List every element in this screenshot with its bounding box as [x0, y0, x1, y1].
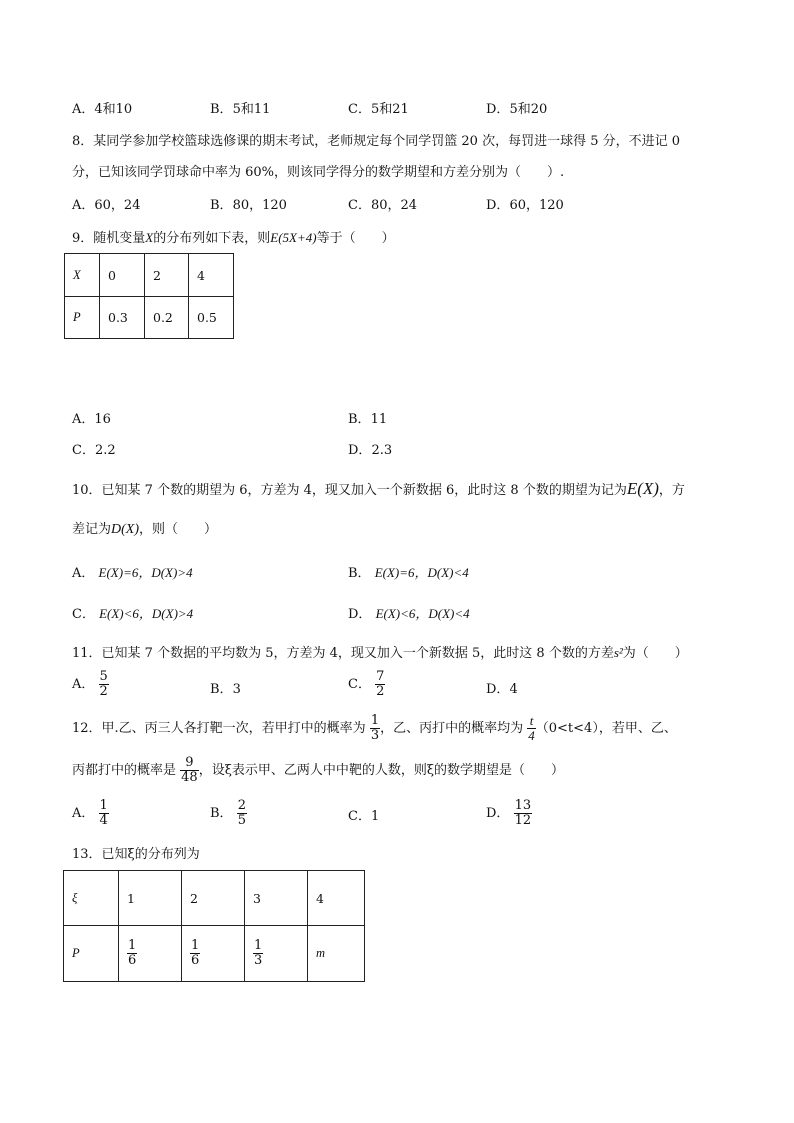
q7-option-d: D．5和20 — [486, 102, 548, 117]
q10-option-b: B． E(X)=6，D(X)<4 — [348, 565, 469, 581]
q13-table-header-p: P — [64, 926, 119, 982]
q8-stem-line1: 8．某同学参加学校篮球选修课的期末考试，老师规定每个同学罚篮 20 次，每罚进一球得 5 分，不进记 0 — [72, 134, 681, 149]
q10-option-a: A． E(X)=6，D(X)>4 — [72, 565, 193, 581]
q9-table-cell: 0.5 — [189, 297, 234, 339]
q10-stem-line2: 差记为D(X)，则（ ） — [72, 522, 218, 537]
q13-table-cell: 4 — [308, 871, 365, 926]
q8-option-b: B．80，120 — [210, 198, 287, 213]
q10-stem-line1: 10．已知某 7 个数的期望为 6，方差为 4，现又加入一个新数据 6，此时这 8 个数的期望为记为E(X)，方 — [72, 479, 685, 498]
q13-table-cell: 3 — [245, 871, 308, 926]
q7-option-b: B．5和11 — [210, 102, 271, 117]
q9-table-cell: 4 — [189, 254, 234, 297]
q8-option-a: A．60，24 — [72, 198, 141, 213]
q11-option-b: B．3 — [210, 682, 241, 697]
q9-table-header-p: P — [65, 297, 100, 339]
fraction: $\frac{1}{3}$ — [370, 713, 380, 743]
q11-stem: 11．已知某 7 个数据的平均数为 5，方差为 4，现又加入一个新数据 5，此时这 8 个数的方差s²为（ ） — [72, 645, 688, 661]
q8-option-c: C．80，24 — [348, 198, 418, 213]
q7-option-c: C．5和21 — [348, 102, 409, 117]
q9-table-cell: 0.3 — [100, 297, 145, 339]
q12-option-b: B． $\frac{2}{5}$ — [210, 798, 246, 828]
q8-option-d: D．60，120 — [486, 198, 564, 213]
q13-stem: 13．已知ξ的分布列为 — [72, 847, 200, 862]
fraction: $\frac{13}{12}$ — [514, 798, 532, 828]
q9-distribution-table — [64, 253, 234, 339]
q10-option-c: C． E(X)<6，D(X)>4 — [72, 606, 194, 622]
fraction: $\frac{1}{4}$ — [99, 798, 108, 828]
q7-option-a: A．4和10 — [72, 102, 133, 117]
q9-table-header-x: X — [65, 254, 100, 297]
q9-stem: 9．随机变量X的分布列如下表，则E(5X+4)等于（ ） — [72, 230, 395, 246]
q13-table-cell — [119, 926, 182, 982]
fraction: $\frac{1}{3}$ — [254, 938, 263, 968]
q13-table-header-xi: ξ — [64, 871, 119, 926]
q13-table-cell — [182, 926, 245, 982]
q9-table-cell: 0.2 — [145, 297, 189, 339]
q11-option-c: C． $\frac{7}{2}$ — [348, 669, 385, 699]
q9-option-c: C．2.2 — [72, 443, 116, 458]
q13-table-cell: 1 — [119, 871, 182, 926]
fraction: $\frac{1}{6}$ — [128, 938, 137, 968]
q12-option-d: D． $\frac{13}{12}$ — [486, 798, 532, 828]
q13-table-cell — [245, 926, 308, 982]
fraction: $\frac{t}{4}$ — [528, 713, 535, 743]
q9-option-b: B．11 — [348, 412, 388, 427]
q9-table-cell: 0 — [100, 254, 145, 297]
q13-distribution-table — [63, 870, 365, 982]
q11-option-a: A． $\frac{5}{2}$ — [72, 669, 108, 699]
q13-table-cell: m — [308, 926, 365, 982]
fraction: $\frac{9}{48}$ — [181, 755, 198, 785]
fraction: $\frac{1}{6}$ — [191, 938, 200, 968]
q12-stem-line1: 12．甲.乙、丙三人各打靶一次，若甲打中的概率为 $\frac{1}{3}$ ，乙、丙打中的概率均为 $\frac{t}{4}$ （0<t<4），若甲、乙、 — [72, 713, 677, 743]
q12-option-a: A． $\frac{1}{4}$ — [72, 798, 108, 828]
q9-table-cell: 2 — [145, 254, 189, 297]
q11-option-d: D．4 — [486, 682, 518, 697]
q13-table-cell: 2 — [182, 871, 245, 926]
q9-option-d: D．2.3 — [348, 443, 393, 458]
fraction: $\frac{7}{2}$ — [376, 669, 385, 699]
q8-stem-line2: 分，已知该同学罚球命中率为 60%，则该同学得分的数学期望和方差分别为（ ）. — [72, 165, 565, 180]
q12-option-c: C．1 — [348, 809, 380, 824]
fraction: $\frac{5}{2}$ — [99, 669, 108, 699]
q10-option-d: D． E(X)<6，D(X)<4 — [348, 606, 470, 622]
q9-option-a: A．16 — [72, 412, 111, 427]
q12-stem-line2: 丙都打中的概率是 $\frac{9}{48}$ ，设ξ表示甲、乙两人中中靶的人数，则ξ的数学期望是（ ） — [72, 755, 565, 785]
fraction: $\frac{2}{5}$ — [237, 798, 246, 828]
